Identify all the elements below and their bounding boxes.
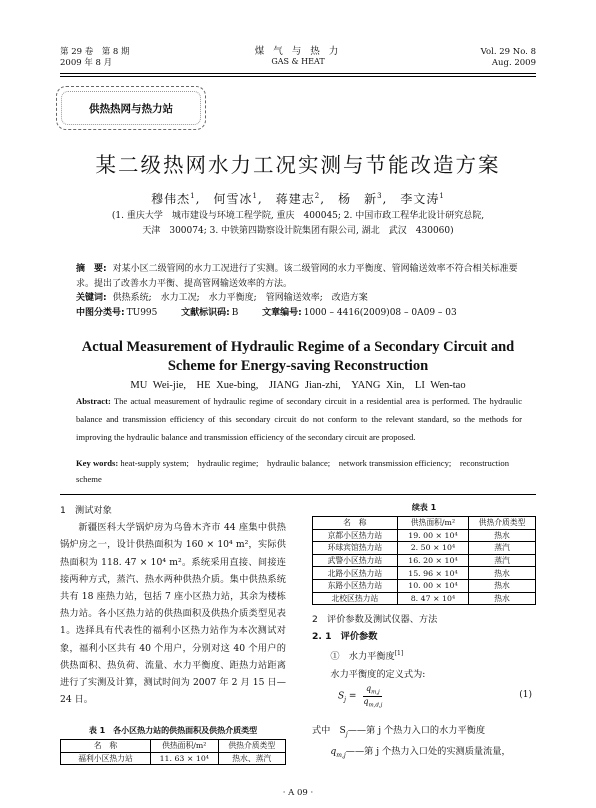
cell-name: 环球宾馆热力站 [313, 542, 398, 555]
author-cn [276, 192, 320, 206]
col-header-medium: 供热介质类型 [469, 517, 536, 530]
table-row [313, 542, 536, 555]
header-volume-en [481, 47, 536, 69]
header-rule-thin [60, 76, 536, 77]
header-date-cn: 2009 年 8 月 [60, 58, 113, 68]
title-cn: 某二级热网水力工况实测与节能改造方案 [95, 153, 501, 177]
section-label-box [56, 86, 206, 130]
cell-area: 8. 47 × 10⁴ [397, 592, 468, 605]
abstract-en-label: Abstract: [76, 396, 111, 406]
col-header-name: 名 称 [313, 517, 398, 530]
table1-caption: 表 1 各小区热力站的供热面积及供热介质类型 [88, 726, 258, 735]
col-header-area: 供热面积/m² [151, 740, 219, 753]
cell-medium: 热水 [469, 579, 536, 592]
author-cn [338, 192, 382, 206]
author-cn-affil: 3 [377, 192, 383, 200]
cell-name: 北路小区热力站 [313, 567, 398, 580]
table-row [313, 567, 536, 580]
citation: [1] [394, 650, 404, 658]
author-cn-affil: 1 [252, 192, 258, 200]
cell-area: 10. 00 × 10⁴ [397, 579, 468, 592]
eq-lhs: S [338, 691, 345, 702]
cell-medium: 热水 [469, 567, 536, 580]
author-cn [400, 192, 444, 206]
cell-name: 北校区热力站 [313, 592, 398, 605]
definition-text: 水力平衡度的定义式为: [330, 668, 426, 680]
symbol-def-line: 式中 $S_j——$第 j 个热力入口的水力平衡度 [312, 725, 486, 738]
section2-1-heading: 2. 1 评价参数 [312, 631, 378, 643]
section2 [312, 611, 536, 683]
journal-name-en: GAS & HEAT [271, 57, 325, 66]
section1-paragraph: 新疆医科大学锅炉房为乌鲁木齐市 44 座集中供热锅炉房之一，设计供热面积为 160 × 10⁴ m²，实际供热面积为 118. 47 × 10⁴ m²。系统采用直接、间接连接两种方式，蒸汽、热水两种供热介质。集中供热系统共有 18 座热力站，包括 7 座小区热力站，其余为楼栋热力站。各小区热力站的供热面积及供热介质类型见表 1。选择具有代表性的福利小区热力站作为本次测试对象，福利小区共有 40 个用户，分别对这 40 个用户的供热面积、热负荷、流量、水力平衡度、距热力站距离进行了实测及计算，测试时间为 2007 年 2 月 15 日—24 日。 [60, 522, 286, 706]
cell-name: 京都小区热力站 [313, 529, 398, 542]
keywords-en-label: Key words: [76, 458, 119, 468]
col-header-area: 供热面积/m² [397, 517, 468, 530]
left-column [60, 502, 286, 708]
symbol-def-line: $q_{m,j}——$第 j 个热力入口处的实测质量流量， [330, 745, 511, 759]
cell-area: 2. 50 × 10⁴ [397, 542, 468, 555]
classification [76, 306, 522, 321]
author-cn [151, 192, 195, 206]
table-header-row [313, 517, 536, 530]
header-date-en: Aug. 2009 [491, 58, 536, 68]
table1 [60, 739, 286, 765]
header-volume-issue-en: Vol. 29 No. 8 [480, 47, 536, 57]
equation-number: (1) [519, 690, 532, 700]
keywords-en [76, 455, 522, 487]
author-cn-name: 穆伟杰 [151, 192, 191, 206]
affiliation-line: 天津 300074; 3. 中铁第四勘察设计院集团有限公司, 湖北 武汉 430060) [142, 226, 454, 236]
affiliation [60, 209, 536, 239]
eq-numerator: $q_{m,j}$ [363, 684, 382, 697]
article-id-value: 1000 – 4416(2009)08 – 0A09 – 03 [303, 308, 457, 318]
abstract-cn-label: 摘 要: [76, 264, 107, 274]
clc-label: 中图分类号: [76, 308, 125, 318]
cell-medium: 热水 [469, 529, 536, 542]
keywords-en-text: heat-supply system; hydraulic regime; hydraulic balance; network transmission efficiency; reconstruction scheme [76, 458, 510, 484]
doc-code-label: 文献标识码: [181, 308, 230, 318]
page-number: · A 09 · [282, 788, 314, 798]
table-row [313, 554, 536, 567]
table1-grid [60, 739, 286, 765]
author-cn-name: 何雪冰 [213, 192, 253, 206]
abstract-cn-text: 对某小区二级管网的水力工况进行了实测。该二级管网的水力平衡度、管网输送效率不符合相关标准要求。提出了改善水力平衡、提高管网输送效率的方法。 [76, 264, 518, 289]
col-header-medium: 供热介质类型 [218, 740, 286, 753]
abstract-en [76, 392, 522, 447]
authors-en: MU Wei-jie, HE Xue-bing, JIANG Jian-zhi, YANG Xin, LI Wen-tao [130, 380, 466, 391]
col-header-name: 名 称 [61, 740, 151, 753]
body-divider [60, 494, 536, 495]
cell-name: 福利小区热力站 [61, 752, 151, 765]
keywords-cn-label: 关键词: [76, 293, 107, 303]
article-id-label: 文章编号: [262, 308, 302, 318]
author-cn-affil: 1 [190, 192, 196, 200]
author-cn [213, 192, 257, 206]
author-cn-name: 李文涛 [400, 192, 440, 206]
title-en: Actual Measurement of Hydraulic Regime of a Secondary Circuit and Scheme for Energy-saving Reconstruction [81, 339, 515, 374]
table1-cont-caption: 续表 1 [411, 503, 437, 512]
abstract-en-text: The actual measurement of hydraulic regime of secondary circuit in a residential area is performed. The hydraulic balance and transmission efficiency of this secondary circuit do not conform to the relevant standard, so the methods for improving the hydraulic balance and transmission efficiency of the secondary circuit are proposed. [76, 396, 523, 443]
item-hydraulic-balance [312, 645, 536, 665]
cell-area: 11. 63 × 10⁴ [151, 752, 219, 765]
cell-medium: 蒸汽 [469, 542, 536, 555]
affiliation-line: (1. 重庆大学 城市建设与环境工程学院, 重庆 400045; 2. 中国市政工程华北设计研究总院, [111, 211, 485, 221]
clc-value: TU995 [126, 308, 158, 318]
cell-name: 东路小区热力站 [313, 579, 398, 592]
journal-name-cn: 煤 气 与 热 力 [254, 46, 342, 57]
equation-1: $S_j$ = $\frac{q_{m,j}}{q_{m,d,j}}$ (1) [338, 684, 532, 709]
section-label: 供热热网与热力站 [61, 91, 201, 125]
keywords-cn-text: 供热系统; 水力工况; 水力平衡度; 管网输送效率; 改造方案 [112, 293, 368, 303]
table-row [313, 592, 536, 605]
abstract-cn [76, 262, 522, 292]
author-cn-affil: 2 [314, 192, 321, 200]
cell-name: 武警小区热力站 [313, 554, 398, 567]
cell-area: 19. 00 × 10⁴ [397, 529, 468, 542]
header-rule [60, 73, 536, 74]
cell-area: 15. 96 × 10⁴ [397, 567, 468, 580]
table-row [313, 579, 536, 592]
author-cn-name: 杨 新 [338, 192, 378, 206]
eq-lhs-sub: j [344, 696, 347, 704]
author-cn-name: 蒋建志 [275, 192, 315, 206]
section2-heading: 2 评价参数及测试仪器、方法 [312, 614, 438, 625]
authors-cn: 穆伟杰$^1$, 何雪冰$^1$, 蒋建志$^2$, 杨 新$^3$, 李文涛$^1$ [151, 192, 445, 206]
author-cn-affil: 1 [439, 192, 445, 200]
eq-denominator: $q_{m,d,j}$ [363, 696, 383, 709]
doc-code-value: B [231, 308, 239, 318]
table1-cont-grid [312, 516, 536, 605]
symbol-definitions [312, 722, 536, 764]
cell-medium: 蒸汽 [469, 554, 536, 567]
table-row [61, 752, 286, 765]
cell-medium: 热水 [469, 592, 536, 605]
table-row [313, 529, 536, 542]
table-header-row [61, 740, 286, 753]
cell-area: 16. 20 × 10⁴ [397, 554, 468, 567]
keywords-cn [76, 291, 522, 306]
item-label: ① 水力平衡度 [330, 651, 395, 663]
eq-fraction [363, 684, 382, 708]
table1-cont [312, 516, 536, 605]
header-volume-issue-cn: 第 29 卷 第 8 期 [60, 47, 130, 57]
cell-medium: 热水、蒸汽 [218, 752, 286, 765]
section1-heading: 1 测试对象 [60, 505, 112, 516]
